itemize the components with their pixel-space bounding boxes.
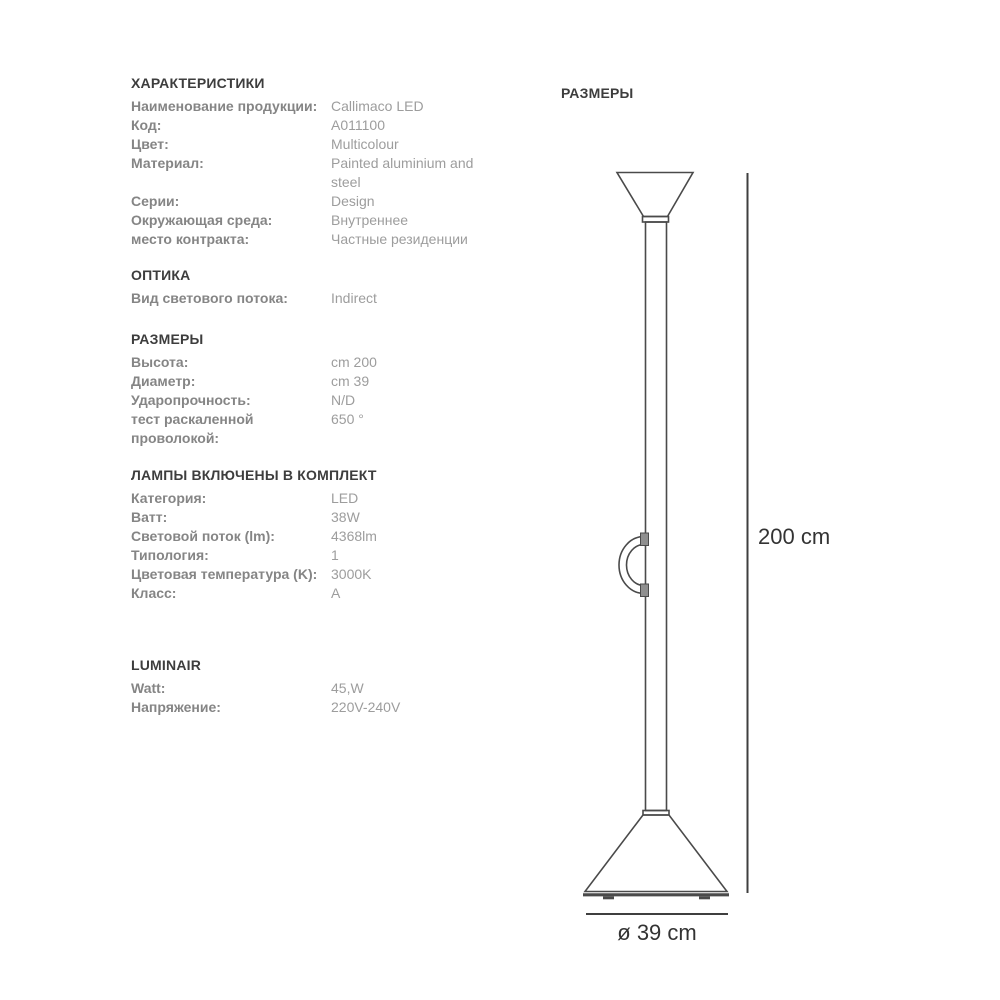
spec-label: Напряжение: (131, 699, 221, 715)
spec-label: Наименование продукции: (131, 98, 318, 114)
spec-value: Indirect (331, 290, 377, 306)
spec-value: LED (331, 490, 359, 506)
spec-label: Диаметр: (131, 373, 196, 389)
spec-value: A (331, 585, 341, 601)
spec-value: cm 200 (331, 354, 377, 370)
spec-label: Код: (131, 117, 162, 133)
lamp-base-foot-right (699, 897, 710, 900)
lamp-handle-mount-top (641, 533, 649, 546)
lamp-handle-inner (627, 545, 645, 586)
section-title: ХАРАКТЕРИСТИКИ (131, 75, 265, 91)
spec-label: Ватт: (131, 509, 168, 525)
section-title: LUMINAIR (131, 657, 202, 673)
lamp-stem (646, 222, 667, 811)
spec-value: 4368lm (331, 528, 377, 544)
spec-value: cm 39 (331, 373, 370, 389)
lamp-handle-mount-bottom (641, 584, 649, 597)
spec-value: Design (331, 193, 375, 209)
spec-value: Частные резиденции (331, 231, 468, 247)
spec-label: Цветовая температура (K): (131, 566, 318, 582)
spec-label: Вид светового потока: (131, 290, 288, 306)
spec-value: 1 (331, 547, 339, 563)
lamp-top-collar (643, 217, 669, 223)
spec-value: 220V-240V (331, 699, 401, 715)
lamp-base-foot-left (603, 897, 614, 900)
spec-value: 3000K (331, 566, 372, 582)
spec-value: Callimaco LED (331, 98, 424, 114)
spec-label: Типология: (131, 547, 209, 563)
spec-label: Категория: (131, 490, 207, 506)
spec-label: Материал: (131, 155, 204, 171)
spec-value: Внутреннее (331, 212, 409, 228)
spec-value: Multicolour (331, 136, 399, 152)
spec-value: 650 ° (331, 411, 364, 427)
height-dimension-label: 200 cm (758, 524, 831, 549)
spec-value: N/D (331, 392, 356, 408)
lamp-top-cone (617, 173, 693, 217)
spec-value: 45,W (331, 680, 364, 696)
spec-label: тест раскаленной проволокой: (131, 411, 254, 446)
section-title: РАЗМЕРЫ (131, 331, 204, 347)
diameter-dimension-label: ø 39 cm (617, 920, 697, 945)
spec-label: Ударопрочность: (131, 392, 251, 408)
spec-label: Окружающая среда: (131, 212, 273, 228)
spec-label: Серии: (131, 193, 180, 209)
spec-label: место контракта: (131, 231, 250, 247)
spec-label: Световой поток (lm): (131, 528, 275, 544)
section-title: ЛАМПЫ ВКЛЮЧЕНЫ В КОМПЛЕКТ (131, 467, 377, 483)
spec-value: A011100 (331, 117, 385, 133)
spec-label: Watt: (131, 680, 166, 696)
spec-value: Painted aluminium and steel (331, 155, 474, 190)
section-title: ОПТИКА (131, 267, 191, 283)
spec-label: Цвет: (131, 136, 169, 152)
spec-label: Класс: (131, 585, 177, 601)
spec-value: 38W (331, 509, 360, 525)
diagram-title: РАЗМЕРЫ (561, 84, 634, 101)
lamp-base-cone (585, 815, 727, 892)
spec-label: Высота: (131, 354, 189, 370)
